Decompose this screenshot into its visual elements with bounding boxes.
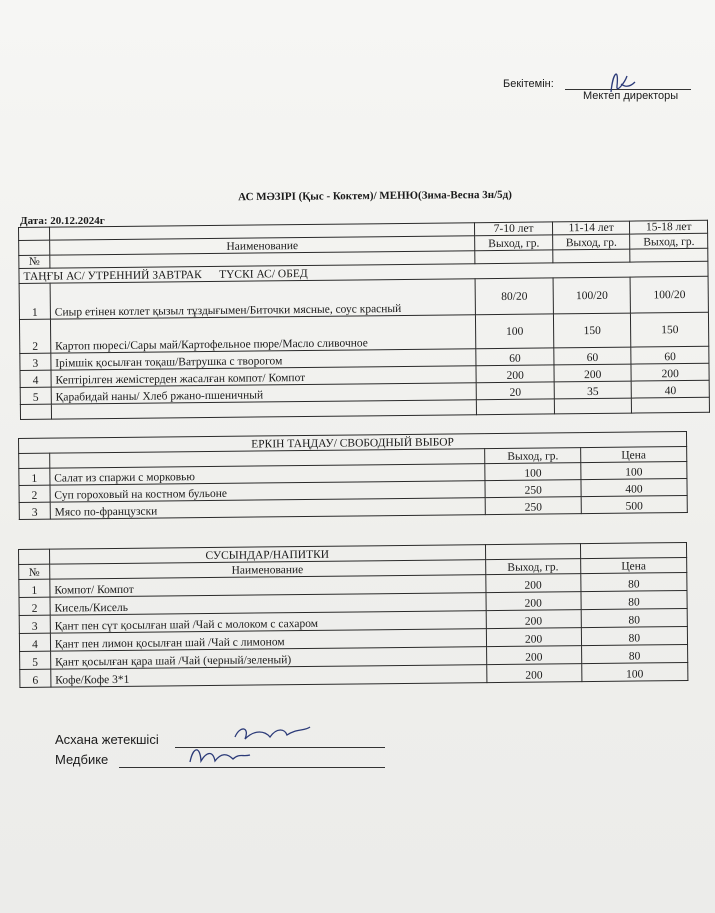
approval-label: Бекітемін:	[503, 78, 554, 90]
price-value: 100	[581, 461, 687, 479]
yield-header: Выход, гр.	[475, 235, 553, 251]
yield-header: Выход, гр.	[552, 234, 630, 250]
col-name-header: Наименование	[49, 236, 475, 255]
price-value: 80	[581, 626, 687, 645]
yield-value: 200	[486, 610, 582, 629]
main-menu-table	[18, 220, 710, 420]
yield-value: 100	[476, 314, 554, 349]
yield-value: 100/20	[630, 276, 708, 313]
row-number: 5	[20, 651, 51, 669]
col-no-header: №	[19, 564, 50, 579]
yield-value: 200	[486, 664, 582, 683]
signature-block	[55, 732, 385, 772]
price-header: Цена	[580, 557, 686, 573]
yield-value: 200	[486, 628, 582, 647]
yield-value: 60	[476, 348, 554, 366]
row-number: 3	[20, 353, 51, 370]
price-value: 400	[581, 478, 687, 496]
drink-name: Кофе/Кофе 3*1	[51, 665, 487, 688]
page-title: АС МӘЗІРІ (Қыс - Коктем)/ МЕНЮ(Зима-Весна 3н/5д)	[238, 188, 512, 204]
yield-value: 200	[476, 365, 554, 383]
dish-name: Картоп пюресі/Сары май/Картофельное пюре/Масло сливочное	[50, 315, 476, 353]
yield-value: 60	[631, 346, 709, 364]
section-title: ЕРКІН ТАҢДАУ/ СВОБОДНЫЙ ВЫБОР	[19, 431, 687, 453]
price-value: 500	[581, 495, 687, 513]
row-number: 4	[19, 633, 50, 651]
price-value: 80	[581, 572, 687, 591]
dish-name: Сиыр етінен котлет қызыл тұздығымен/Биточки мясные, соус красный	[50, 279, 476, 319]
row-number: 2	[19, 485, 50, 502]
col-name-header: Наименование	[50, 560, 486, 580]
yield-value: 200	[554, 364, 632, 382]
section-title: ТАҢҒЫ АС/ УТРЕННИЙ ЗАВТРАК ТҮСКІ АС/ ОБЕД	[19, 261, 708, 283]
menu-date: Дата: 20.12.2024г	[20, 215, 105, 227]
drink-name: Кисель/Кисель	[50, 593, 486, 616]
row-number: 2	[19, 597, 50, 615]
age-group-2: 11-14 лет	[552, 221, 630, 235]
col-no-header: №	[19, 255, 50, 268]
section-title: СУСЫНДАР/НАПИТКИ	[49, 545, 485, 565]
row-number: 5	[20, 387, 51, 404]
yield-value: 250	[486, 497, 582, 515]
handwritten-signatures	[115, 717, 345, 777]
price-value: 80	[581, 608, 687, 627]
drink-name: Компот/ Компот	[50, 575, 486, 598]
yield-value: 250	[485, 480, 581, 498]
yield-value: 100	[485, 463, 581, 481]
row-number: 6	[20, 669, 51, 687]
approval-position: Мектеп директоры	[583, 90, 679, 102]
yield-value: 80/20	[475, 278, 553, 315]
yield-value: 40	[632, 380, 710, 398]
dish-name: Салат из спаржи с морковью	[50, 464, 486, 486]
row-number: 3	[19, 502, 50, 519]
dish-name: Мясо по-французски	[50, 498, 486, 520]
dish-name: Кептірілген жемістерден жасалған компот/ Компот	[51, 366, 477, 387]
yield-value: 100/20	[553, 277, 631, 314]
nurse-label: Медбике	[55, 752, 109, 767]
drink-name: Қант қосылған қара шай /Чай (черный/зеленый)	[50, 647, 486, 670]
yield-value: 200	[485, 574, 581, 593]
yield-header: Выход, гр.	[630, 233, 708, 249]
drink-name: Қант пен лимон қосылған шай /Чай с лимоном	[50, 629, 486, 652]
row-number: 4	[20, 370, 51, 387]
age-group-1: 7-10 лет	[475, 222, 553, 236]
price-value: 80	[581, 590, 687, 609]
yield-value: 200	[486, 646, 582, 665]
price-value: 80	[581, 644, 687, 663]
yield-value: 200	[631, 363, 709, 381]
yield-value: 60	[554, 347, 632, 365]
price-value: 100	[582, 662, 688, 681]
age-group-3: 15-18 лет	[630, 220, 708, 234]
drinks-table	[18, 542, 688, 688]
yield-value: 150	[631, 312, 709, 347]
yield-header: Выход, гр.	[485, 559, 581, 575]
yield-header: Выход, гр.	[485, 448, 581, 464]
yield-value: 20	[476, 382, 554, 400]
dish-name: Суп гороховый на костном бульоне	[50, 481, 486, 503]
row-number: 1	[19, 283, 50, 319]
director-signature	[591, 62, 651, 102]
dish-name: Қарабидай наны/ Хлеб ржано-пшеничный	[51, 383, 477, 404]
approval-block	[503, 74, 703, 114]
price-header: Цена	[580, 446, 686, 462]
dish-name: Ірімшік қосылған тоқаш/Ватрушка с творогом	[51, 349, 477, 370]
free-choice-table	[18, 431, 688, 520]
chef-label: Асхана жетекшісі	[55, 732, 159, 747]
drink-name: Қант пен сүт қосылған шай /Чай с молоком с сахаром	[50, 611, 486, 634]
row-number: 3	[19, 615, 50, 633]
row-number: 1	[19, 468, 50, 485]
yield-value: 150	[553, 313, 631, 348]
row-number: 2	[19, 319, 50, 353]
row-number: 1	[19, 579, 50, 597]
yield-value: 35	[554, 381, 632, 399]
yield-value: 200	[485, 592, 581, 611]
